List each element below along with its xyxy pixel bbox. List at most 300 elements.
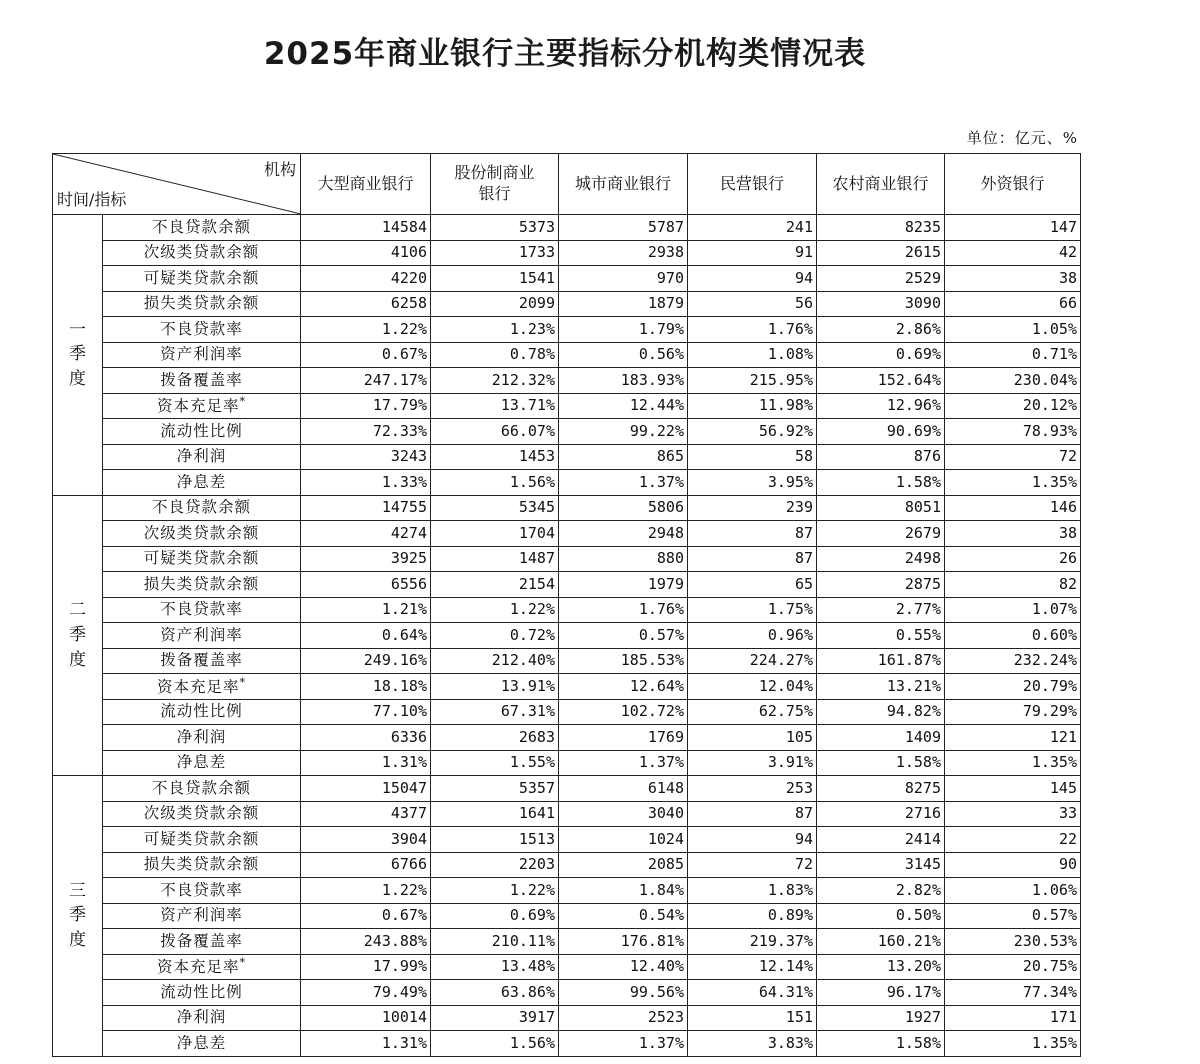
value-cell: 151 [688,1005,817,1031]
metric-cell [103,674,301,700]
metric-label: 净息差 [176,472,227,491]
value-cell: 1.58% [817,470,945,496]
value-cell: 77.34% [945,980,1081,1006]
value-cell: 1733 [431,240,559,266]
metric-cell [103,903,301,929]
table-row [53,878,1081,904]
value-cell: 42 [945,240,1081,266]
value-cell: 4274 [301,521,431,547]
value-cell: 63.86% [431,980,559,1006]
value-cell: 17.79% [301,393,431,419]
value-cell: 0.67% [301,342,431,368]
table-row [53,648,1081,674]
value-cell: 876 [817,444,945,470]
value-cell: 12.44% [559,393,688,419]
value-cell: 1.37% [559,1031,688,1057]
value-cell: 241 [688,215,817,241]
value-cell: 1.21% [301,597,431,623]
value-cell: 3090 [817,291,945,317]
metric-label: 净利润 [176,727,227,746]
value-cell: 3.83% [688,1031,817,1057]
value-cell: 171 [945,1005,1081,1031]
column-header [431,154,559,215]
value-cell: 12.04% [688,674,817,700]
value-cell: 1487 [431,546,559,572]
value-cell: 253 [688,776,817,802]
value-cell: 0.72% [431,623,559,649]
metric-cell [103,368,301,394]
table-row [53,266,1081,292]
metric-cell [103,929,301,955]
value-cell: 232.24% [945,648,1081,674]
value-cell: 1.84% [559,878,688,904]
value-cell: 8235 [817,215,945,241]
value-cell: 1.58% [817,750,945,776]
metric-cell [103,623,301,649]
value-cell: 146 [945,495,1081,521]
metric-label: 次级类贷款余额 [143,243,260,261]
metric-cell [103,291,301,317]
value-cell: 13.48% [431,954,559,980]
value-cell: 2.82% [817,878,945,904]
value-cell: 2.77% [817,597,945,623]
table-row [53,725,1081,751]
value-cell: 77.10% [301,699,431,725]
table-row [53,342,1081,368]
table-row [53,444,1081,470]
table-row [53,393,1081,419]
metric-label: 净利润 [176,447,227,465]
value-cell: 2414 [817,827,945,853]
value-cell: 78.93% [945,419,1081,445]
value-cell: 210.11% [431,929,559,955]
metric-cell [103,750,301,776]
metric-label: 不良贷款余额 [151,778,251,797]
metric-cell [103,1005,301,1031]
value-cell: 145 [945,776,1081,802]
value-cell: 105 [688,725,817,751]
column-header-text: 股份制商业银行 [454,163,535,203]
table-row [53,699,1081,725]
metric-cell [103,470,301,496]
table-row [53,470,1081,496]
metric-label: 流动性比例 [160,421,243,440]
value-cell: 2099 [431,291,559,317]
value-cell: 0.54% [559,903,688,929]
value-cell: 6766 [301,852,431,878]
value-cell: 249.16% [301,648,431,674]
value-cell: 66 [945,291,1081,317]
value-cell: 2683 [431,725,559,751]
value-cell: 0.57% [945,903,1081,929]
value-cell: 17.99% [301,954,431,980]
metric-label: 可疑类贷款余额 [143,829,260,848]
value-cell: 2154 [431,572,559,598]
unit-label: 单位：亿元、% [966,129,1078,147]
table-row [53,419,1081,445]
value-cell: 0.69% [817,342,945,368]
value-cell: 970 [559,266,688,292]
value-cell: 1.58% [817,1031,945,1057]
value-cell: 1.56% [431,1031,559,1057]
metric-label: 损失类贷款余额 [143,294,260,312]
value-cell: 5345 [431,495,559,521]
value-cell: 67.31% [431,699,559,725]
table-row [53,368,1081,394]
header-time-indicator-label: 时间/指标 [57,190,127,209]
metric-label: 资产利润率 [160,345,243,363]
table-row [53,597,1081,623]
metric-cell [103,521,301,547]
column-header: 民营银行 [688,154,817,215]
metric-label: 资产利润率 [160,625,243,644]
value-cell: 6148 [559,776,688,802]
value-cell: 5357 [431,776,559,802]
value-cell: 94 [688,827,817,853]
value-cell: 1.06% [945,878,1081,904]
value-cell: 183.93% [559,368,688,394]
metric-label: 不良贷款率 [160,319,243,338]
value-cell: 1541 [431,266,559,292]
value-cell: 13.20% [817,954,945,980]
column-header: 农村商业银行 [817,154,945,215]
value-cell: 38 [945,521,1081,547]
value-cell: 3904 [301,827,431,853]
value-cell: 72 [688,852,817,878]
value-cell: 0.71% [945,342,1081,368]
value-cell: 152.64% [817,368,945,394]
table-row [53,495,1081,521]
value-cell: 99.56% [559,980,688,1006]
value-cell: 1.75% [688,597,817,623]
value-cell: 5373 [431,215,559,241]
value-cell: 1.35% [945,1031,1081,1057]
value-cell: 10014 [301,1005,431,1031]
value-cell: 65 [688,572,817,598]
metric-cell [103,852,301,878]
value-cell: 56 [688,291,817,317]
metric-cell [103,444,301,470]
value-cell: 3040 [559,801,688,827]
table-row [53,903,1081,929]
footnote-marker: * [239,675,246,689]
value-cell: 2875 [817,572,945,598]
value-cell: 865 [559,444,688,470]
value-cell: 20.75% [945,954,1081,980]
value-cell: 33 [945,801,1081,827]
value-cell: 99.22% [559,419,688,445]
value-cell: 72 [945,444,1081,470]
metric-label: 损失类贷款余额 [143,855,260,873]
value-cell: 0.57% [559,623,688,649]
value-cell: 1.22% [301,878,431,904]
value-cell: 2203 [431,852,559,878]
value-cell: 0.96% [688,623,817,649]
metric-cell [103,393,301,419]
value-cell: 3.91% [688,750,817,776]
value-cell: 1024 [559,827,688,853]
value-cell: 20.12% [945,393,1081,419]
value-cell: 62.75% [688,699,817,725]
value-cell: 94 [688,266,817,292]
table-row [53,954,1081,980]
value-cell: 4377 [301,801,431,827]
metric-label: 不良贷款率 [160,600,243,618]
quarter-cell [53,215,103,496]
value-cell: 64.31% [688,980,817,1006]
value-cell: 1409 [817,725,945,751]
value-cell: 6258 [301,291,431,317]
column-header: 大型商业银行 [301,154,431,215]
value-cell: 215.95% [688,368,817,394]
value-cell: 1453 [431,444,559,470]
metric-label: 次级类贷款余额 [143,523,260,542]
indicator-table [52,153,1081,1057]
value-cell: 0.55% [817,623,945,649]
metric-label: 不良贷款率 [160,880,243,899]
value-cell: 79.49% [301,980,431,1006]
value-cell: 1.07% [945,597,1081,623]
metric-label: 次级类贷款余额 [143,804,260,822]
value-cell: 243.88% [301,929,431,955]
table-row [53,240,1081,266]
value-cell: 185.53% [559,648,688,674]
metric-label: 拨备覆盖率 [160,651,243,669]
value-cell: 1.23% [431,317,559,343]
value-cell: 0.50% [817,903,945,929]
value-cell: 224.27% [688,648,817,674]
metric-label: 净息差 [176,1033,227,1052]
value-cell: 4220 [301,266,431,292]
footnote-marker: * [239,956,246,970]
value-cell: 79.29% [945,699,1081,725]
table-row [53,929,1081,955]
value-cell: 22 [945,827,1081,853]
value-cell: 2615 [817,240,945,266]
metric-cell [103,266,301,292]
table-row [53,1031,1081,1057]
metric-cell [103,827,301,853]
value-cell: 2085 [559,852,688,878]
value-cell: 5787 [559,215,688,241]
value-cell: 1.56% [431,470,559,496]
metric-cell [103,546,301,572]
table-row [53,546,1081,572]
value-cell: 4106 [301,240,431,266]
metric-cell [103,878,301,904]
column-header: 外资银行 [945,154,1081,215]
value-cell: 230.53% [945,929,1081,955]
value-cell: 12.14% [688,954,817,980]
metric-label: 可疑类贷款余额 [143,549,260,567]
value-cell: 0.89% [688,903,817,929]
table-row [53,801,1081,827]
value-cell: 94.82% [817,699,945,725]
value-cell: 1.37% [559,750,688,776]
value-cell: 12.40% [559,954,688,980]
value-cell: 18.18% [301,674,431,700]
value-cell: 1.31% [301,750,431,776]
table-row [53,852,1081,878]
metric-cell [103,1031,301,1057]
metric-cell [103,801,301,827]
value-cell: 13.71% [431,393,559,419]
metric-cell [103,419,301,445]
value-cell: 0.67% [301,903,431,929]
column-header: 城市商业银行 [559,154,688,215]
value-cell: 3917 [431,1005,559,1031]
value-cell: 880 [559,546,688,572]
value-cell: 72.33% [301,419,431,445]
value-cell: 38 [945,266,1081,292]
value-cell: 12.64% [559,674,688,700]
value-cell: 2.86% [817,317,945,343]
value-cell: 2498 [817,546,945,572]
value-cell: 56.92% [688,419,817,445]
value-cell: 230.04% [945,368,1081,394]
value-cell: 2716 [817,801,945,827]
table-row [53,674,1081,700]
quarter-label: 二季度 [69,600,86,670]
metric-label: 资本充足率 [156,397,240,416]
value-cell: 0.60% [945,623,1081,649]
page-title: 2025年商业银行主要指标分机构类情况表 [263,36,867,72]
table-row [53,317,1081,343]
value-cell: 5806 [559,495,688,521]
value-cell: 1927 [817,1005,945,1031]
table-row [53,827,1081,853]
value-cell: 6336 [301,725,431,751]
value-cell: 219.37% [688,929,817,955]
value-cell: 1.22% [431,878,559,904]
value-cell: 82 [945,572,1081,598]
metric-label: 资本充足率 [156,678,240,697]
value-cell: 1.22% [301,317,431,343]
value-cell: 26 [945,546,1081,572]
value-cell: 160.21% [817,929,945,955]
table-body [53,215,1081,1057]
value-cell: 176.81% [559,929,688,955]
metric-label: 可疑类贷款余额 [143,268,260,287]
value-cell: 1.37% [559,470,688,496]
value-cell: 14755 [301,495,431,521]
metric-label: 净利润 [176,1008,227,1026]
metric-label: 流动性比例 [160,982,243,1001]
quarter-label: 三季度 [69,880,86,951]
metric-cell [103,648,301,674]
value-cell: 2679 [817,521,945,547]
value-cell: 1.22% [431,597,559,623]
value-cell: 96.17% [817,980,945,1006]
value-cell: 102.72% [559,699,688,725]
metric-label: 净息差 [176,753,227,771]
table-row [53,980,1081,1006]
metric-cell [103,980,301,1006]
metric-cell [103,954,301,980]
value-cell: 247.17% [301,368,431,394]
value-cell: 1.76% [688,317,817,343]
value-cell: 1769 [559,725,688,751]
value-cell: 1.35% [945,750,1081,776]
value-cell: 8275 [817,776,945,802]
metric-label: 资本充足率 [156,958,240,977]
value-cell: 0.64% [301,623,431,649]
value-cell: 66.07% [431,419,559,445]
metric-label: 拨备覆盖率 [160,370,243,389]
table-row [53,1005,1081,1031]
value-cell: 1.55% [431,750,559,776]
value-cell: 3.95% [688,470,817,496]
metric-cell [103,215,301,241]
header-institution-label: 机构 [263,160,296,179]
metric-label: 不良贷款余额 [151,498,251,516]
table-row [53,623,1081,649]
metric-cell [103,776,301,802]
value-cell: 1879 [559,291,688,317]
table-row [53,572,1081,598]
value-cell: 0.56% [559,342,688,368]
value-cell: 87 [688,546,817,572]
value-cell: 90 [945,852,1081,878]
metric-cell [103,317,301,343]
value-cell: 2948 [559,521,688,547]
value-cell: 87 [688,521,817,547]
metric-cell [103,699,301,725]
value-cell: 14584 [301,215,431,241]
value-cell: 1.08% [688,342,817,368]
table-row [53,521,1081,547]
metric-cell [103,572,301,598]
value-cell: 3243 [301,444,431,470]
value-cell: 1704 [431,521,559,547]
metric-label: 资产利润率 [160,906,243,924]
value-cell: 1.83% [688,878,817,904]
value-cell: 20.79% [945,674,1081,700]
value-cell: 1.33% [301,470,431,496]
value-cell: 212.40% [431,648,559,674]
metric-label: 拨备覆盖率 [160,931,243,950]
metric-label: 损失类贷款余额 [143,574,260,593]
value-cell: 212.32% [431,368,559,394]
value-cell: 15047 [301,776,431,802]
quarter-label: 一季度 [69,319,86,390]
value-cell: 13.21% [817,674,945,700]
value-cell: 1.79% [559,317,688,343]
value-cell: 147 [945,215,1081,241]
metric-cell [103,597,301,623]
value-cell: 121 [945,725,1081,751]
table-row [53,291,1081,317]
value-cell: 11.98% [688,393,817,419]
metric-cell [103,240,301,266]
quarter-cell [53,776,103,1057]
value-cell: 3145 [817,852,945,878]
value-cell: 2523 [559,1005,688,1031]
value-cell: 2529 [817,266,945,292]
value-cell: 0.78% [431,342,559,368]
value-cell: 239 [688,495,817,521]
value-cell: 1513 [431,827,559,853]
value-cell: 1.05% [945,317,1081,343]
metric-cell [103,725,301,751]
value-cell: 6556 [301,572,431,598]
metric-label: 不良贷款余额 [151,217,251,236]
value-cell: 12.96% [817,393,945,419]
value-cell: 1.31% [301,1031,431,1057]
value-cell: 1641 [431,801,559,827]
value-cell: 90.69% [817,419,945,445]
footnote-marker: * [239,395,246,409]
